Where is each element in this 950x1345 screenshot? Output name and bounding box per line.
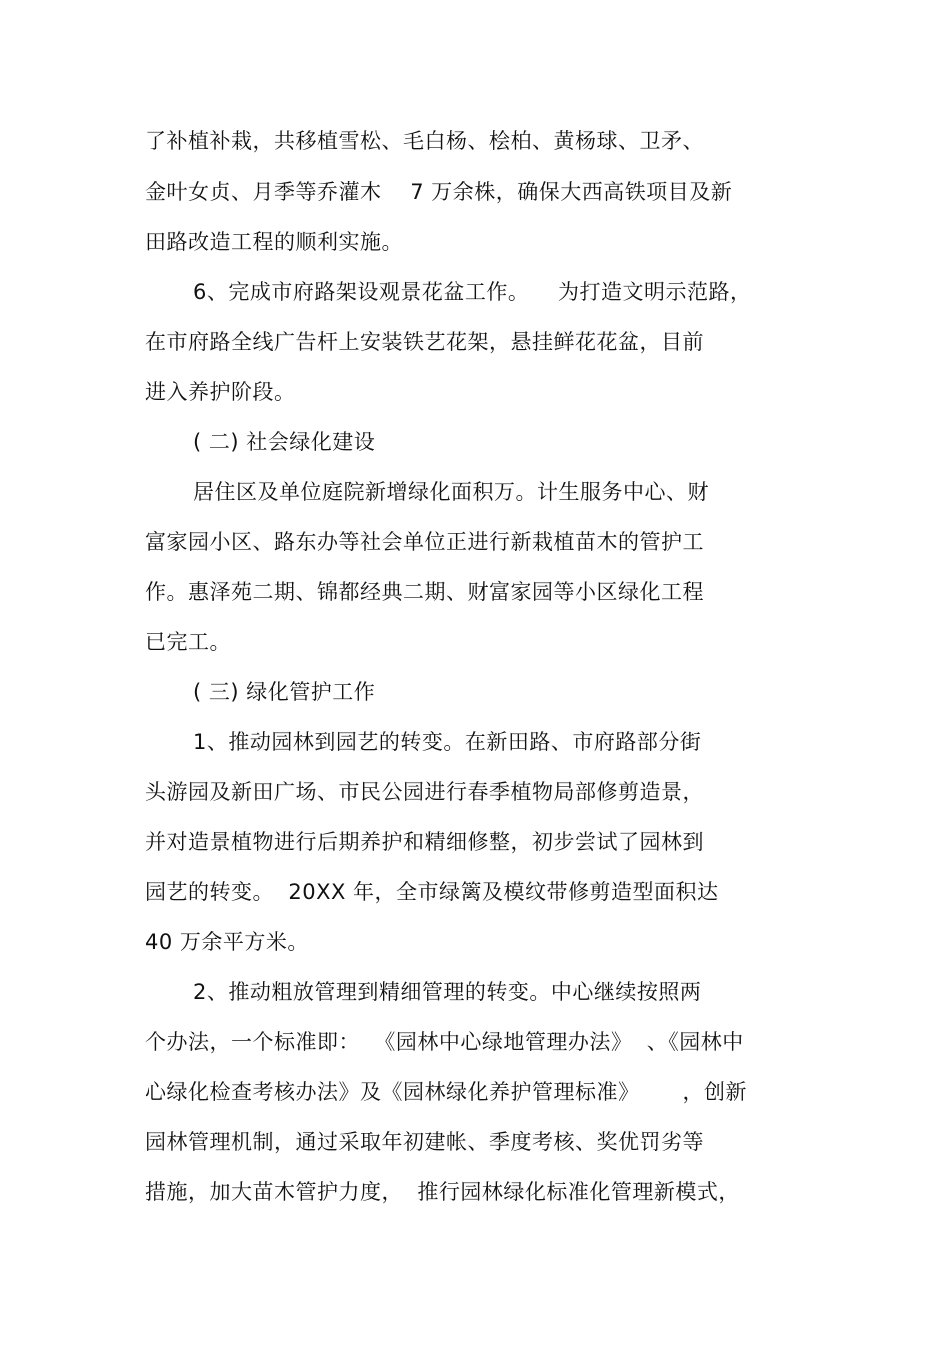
text-line: 头游园及新田广场、市民公园进行春季植物局部修剪造景， [145,780,704,804]
text-line: 个办法，一个标准即： 《园林中心绿地管理办法》 、《园林中 [145,1030,744,1054]
text-line: 了补植补栽，共移植雪松、毛白杨、桧柏、黄杨球、卫矛、 [145,129,704,153]
text-line: 并对造景植物进行后期养护和精细修整，初步尝试了园林到 [145,830,704,854]
text-line: 心绿化检查考核办法》及《园林绿化养护管理标准》 ，创新 [145,1080,748,1104]
paragraph-start-line: 6、完成市府路架设观景花盆工作。 为打造文明示范路， [193,280,752,304]
text-line: 富家园小区、路东办等社会单位正进行新栽植苗木的管护工 [145,530,704,554]
section-heading: ( 二) 社会绿化建设 [193,430,376,454]
text-line: 园艺的转变。 20XX 年，全市绿篱及模纹带修剪造型面积达 [145,880,719,904]
text-line: 园林管理机制，通过采取年初建帐、季度考核、奖优罚劣等 [145,1130,704,1154]
text-line: 作。惠泽苑二期、锦都经典二期、财富家园等小区绿化工程 [145,580,704,604]
text-line: 措施，加大苗木管护力度， 推行园林绿化标准化管理新模式， [145,1180,740,1204]
text-line: 已完工。 [145,630,231,654]
paragraph-start-line: 2、推动粗放管理到精细管理的转变。中心继续按照两 [193,980,702,1004]
text-line: 40 万余平方米。 [145,930,309,954]
text-line: 田路改造工程的顺利实施。 [145,230,403,254]
text-line: 金叶女贞、月季等乔灌木 7 万余株，确保大西高铁项目及新 [145,180,733,204]
text-line: 进入养护阶段。 [145,380,296,404]
text-line: 在市府路全线广告杆上安装铁艺花架，悬挂鲜花花盆，目前 [145,330,704,354]
paragraph-start-line: 居住区及单位庭院新增绿化面积万。计生服务中心、财 [193,480,709,504]
paragraph-start-line: 1、推动园林到园艺的转变。在新田路、市府路部分街 [193,730,702,754]
section-heading: ( 三) 绿化管护工作 [193,680,376,704]
